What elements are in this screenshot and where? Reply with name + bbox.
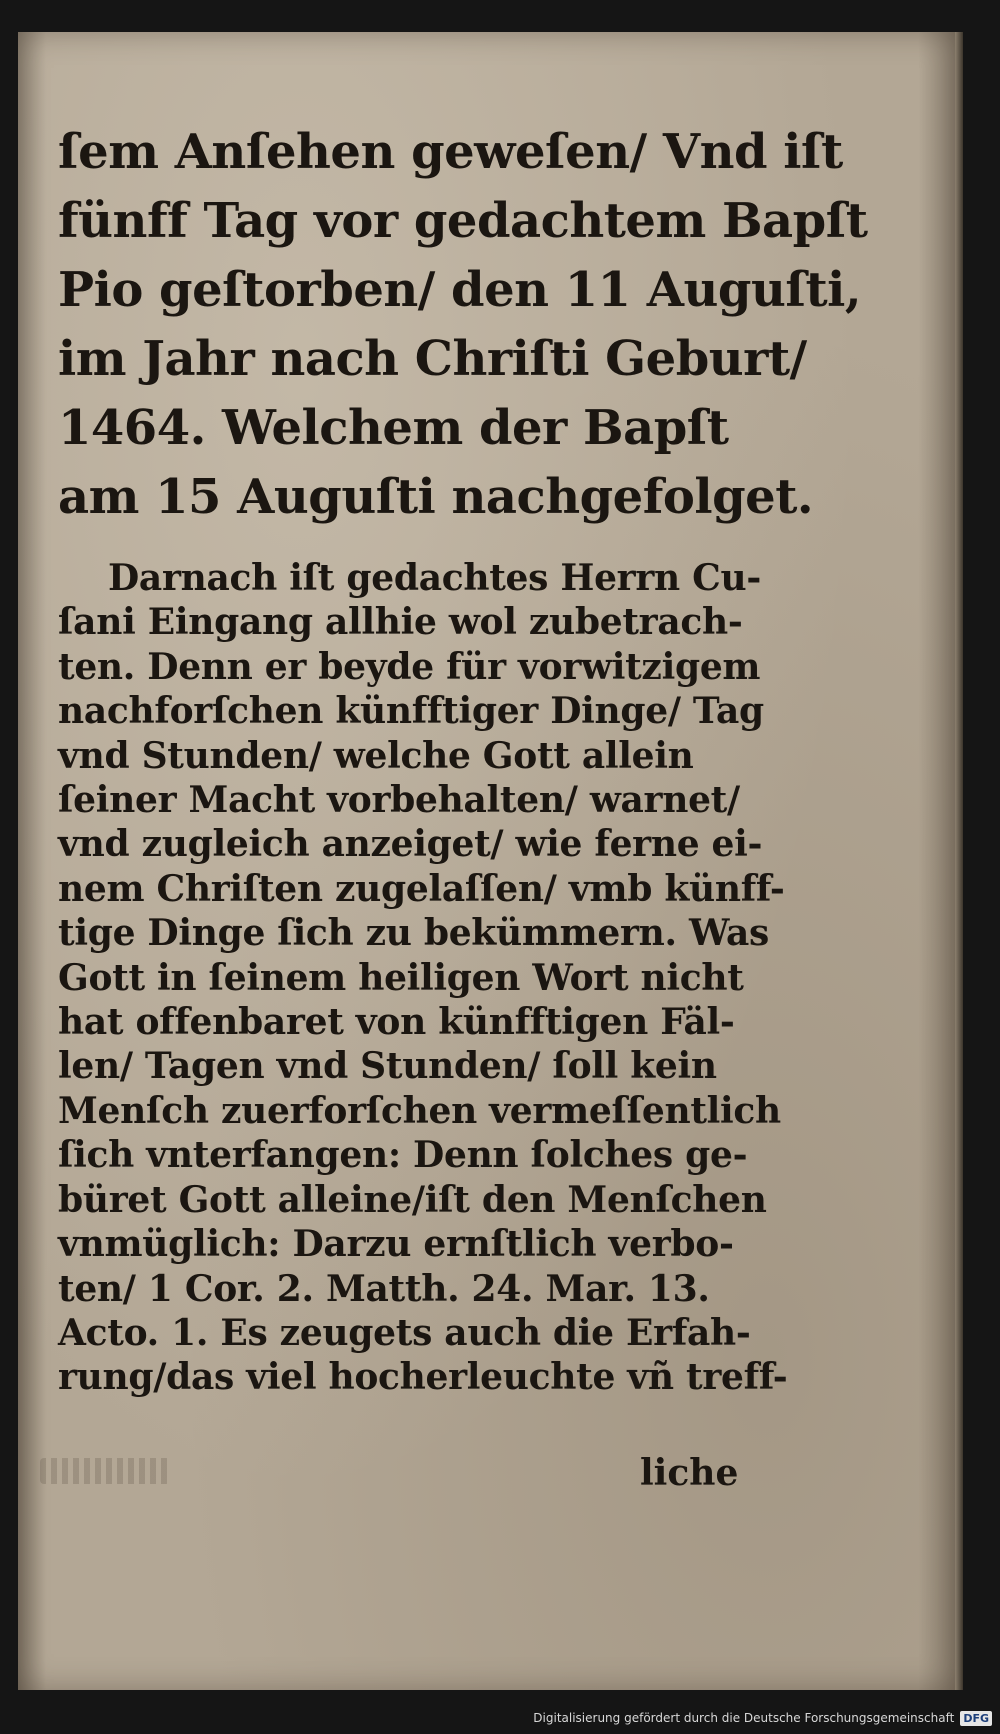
text-line: nachforſchen künfftiger Dinge/ Tag xyxy=(58,690,764,733)
text-line: ſani Eingang allhie wol zubetrach- xyxy=(58,601,743,644)
text-line: hat offenbaret von künfftigen Fäl- xyxy=(58,1001,735,1044)
text-line: ſich vnterfangen: Denn ſolches ge- xyxy=(58,1134,748,1177)
text-line: ten/ 1 Cor. 2. Matth. 24. Mar. 13. xyxy=(58,1267,710,1310)
text-line: Pio geſtorben/ den 11 Auguſti, xyxy=(58,262,862,318)
ink-bleed-through xyxy=(40,1458,170,1484)
text-line: Menſch zuerforſchen vermeſſentlich xyxy=(58,1089,781,1132)
text-line: Acto. 1. Es zeugets auch die Erfah- xyxy=(58,1311,751,1354)
text-line: 1464. Welchem der Bapſt xyxy=(58,400,729,456)
text-line: vnd zugleich anzeiget/ wie ferne ei- xyxy=(58,823,763,866)
page-edge xyxy=(955,32,963,1690)
dfg-logo-icon: DFG xyxy=(960,1711,992,1726)
text-line: fünff Tag vor gedachtem Bapſt xyxy=(58,193,868,249)
text-line: Gott in ſeinem heiligen Wort nicht xyxy=(58,956,744,999)
text-line: ſem Anſehen geweſen/ Vnd iſt xyxy=(58,124,843,180)
text-line: vnmüglich: Darzu ernſtlich verbo- xyxy=(58,1223,734,1266)
text-line: len/ Tagen vnd Stunden/ ſoll kein xyxy=(58,1045,717,1088)
text-line: ten. Denn er beyde für vorwitzigem xyxy=(58,645,761,688)
text-line: vnd Stunden/ welche Gott allein xyxy=(58,734,694,777)
paragraph-2 xyxy=(58,556,788,1400)
text-line: Darnach iſt gedachtes Herrn Cu- xyxy=(108,557,761,599)
text-line: im Jahr nach Chriſti Geburt/ xyxy=(58,331,807,387)
page-text xyxy=(58,118,868,1400)
catchword: liche xyxy=(640,1452,739,1494)
paragraph-1 xyxy=(58,118,868,532)
text-line: nem Chriſten zugelaſſen/ vmb künff- xyxy=(58,867,785,910)
text-line: tige Dinge ſich zu bekümmern. Was xyxy=(58,912,770,955)
credit-text: Digitalisierung gefördert durch die Deutsche Forschungsgemeinschaft xyxy=(533,1711,955,1725)
text-line: rung/das viel hocherleuchte vñ treff- xyxy=(58,1356,788,1399)
text-line: ſeiner Macht vorbehalten/ warnet/ xyxy=(58,779,740,822)
text-line: büret Gott alleine/iſt den Menſchen xyxy=(58,1178,767,1221)
digitization-credit xyxy=(533,1706,992,1730)
text-line: am 15 Auguſti nachgefolget. xyxy=(58,469,814,525)
